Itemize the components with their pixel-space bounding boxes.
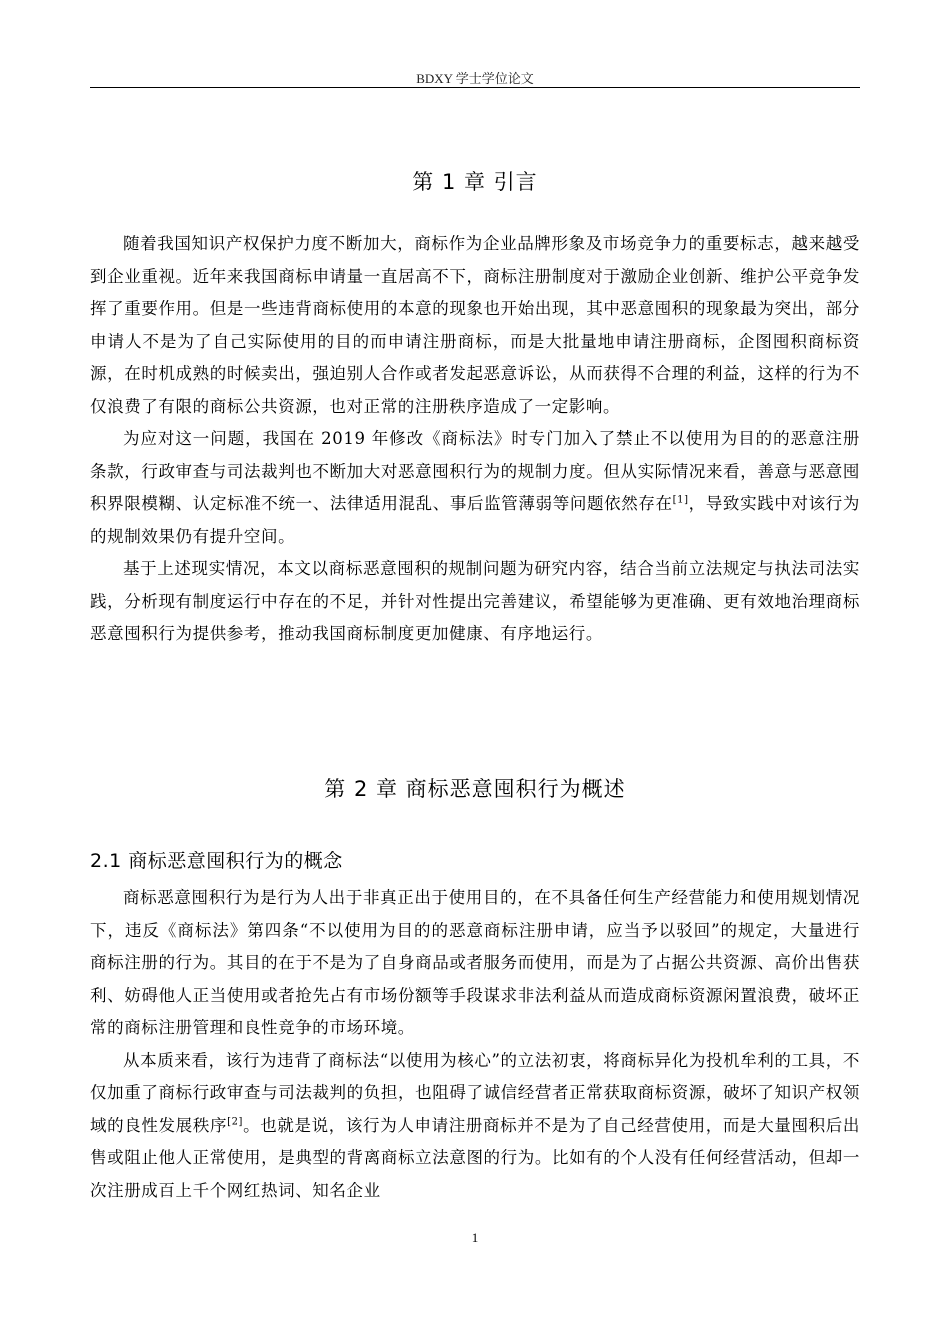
paragraph [90,1045,860,1208]
chapter-1-body [90,228,860,651]
header-rule [90,87,860,88]
chapter-1-title: 第 1 章 引言 [412,170,538,194]
citation-ref: [2] [227,1116,244,1127]
paragraph-text: 。也就是说，该行为人申请注册商标并不是为了自己经营使用，而是大量囤积后出售或阻止他人正常使用，是典型的背离商标立法意图的行为。比如有的个人没有任何经营活动，但却一次注册成百上千个网红热词、知名企业 [90,1115,860,1200]
citation-ref: [1] [672,494,689,506]
paragraph-text: 为应对这一问题，我国在 2019 年修改《商标法》时专门加入了禁止不以使用为目的的恶意注册条款，行政审查与司法裁判也不断加大对恶意囤积行为的规制力度。但从实际情况来看，善意与恶意囤积界限模糊、认定标准不统一、法律适用混乱、事后监管薄弱等问题依然存在 [90,429,860,513]
page-number: 1 [471,1230,479,1245]
paragraph-text: 从本质来看，该行为违背了商标法“以使用为核心”的立法初衷，将商标异化为投机牟利的工具，不仅加重了商标行政审查与司法裁判的负担，也阻碍了诚信经营者正常获取商标资源，破坏了知识产权领域的良性发展秩序 [90,1050,860,1135]
paragraph [90,423,860,553]
paragraph-text: ，导致实践中对该行为的规制效果仍有提升空间。 [90,494,860,546]
chapter-2-title: 第 2 章 商标恶意囤积行为概述 [324,777,626,801]
paragraph: 基于上述现实情况，本文以商标恶意囤积的规制问题为研究内容，结合当前立法规定与执法司法实践，分析现有制度运行中存在的不足，并针对性提出完善建议，希望能够为更准确、更有效地治理商标恶意囤积行为提供参考，推动我国商标制度更加健康、有序地运行。 [90,559,860,643]
paragraph: 随着我国知识产权保护力度不断加大，商标作为企业品牌形象及市场竞争力的重要标志，越来越受到企业重视。近年来我国商标申请量一直居高不下，商标注册制度对于激励企业创新、维护公平竞争发挥了重要作用。但是一些违背商标使用的本意的现象也开始出现，其中恶意囤积的现象最为突出，部分申请人不是为了自己实际使用的目的而申请注册商标，而是大批量地申请注册商标，企图囤积商标资源，在时机成熟的时候卖出，强迫别人合作或者发起恶意诉讼，从而获得不合理的利益，这样的行为不仅浪费了有限的商标公共资源，也对正常的注册秩序造成了一定影响。 [90,234,860,416]
section-2-1-body [90,882,860,1207]
paragraph: 商标恶意囤积行为是行为人出于非真正出于使用目的，在不具备任何生产经营能力和使用规划情况下，违反《商标法》第四条“不以使用为目的的恶意商标注册申请，应当予以驳回”的规定，大量进行商标注册的行为。其目的在于不是为了自身商品或者服务而使用，而是为了占据公共资源、高价出售获利、妨碍他人正当使用或者抢先占有市场份额等手段谋求非法利益从而造成商标资源闲置浪费，破坏正常的商标注册管理和良性竞争的市场环境。 [90,888,860,1037]
section-2-1-title: 2.1 商标恶意囤积行为的概念 [90,850,343,872]
running-header: BDXY 学士学位论文 [416,71,534,86]
